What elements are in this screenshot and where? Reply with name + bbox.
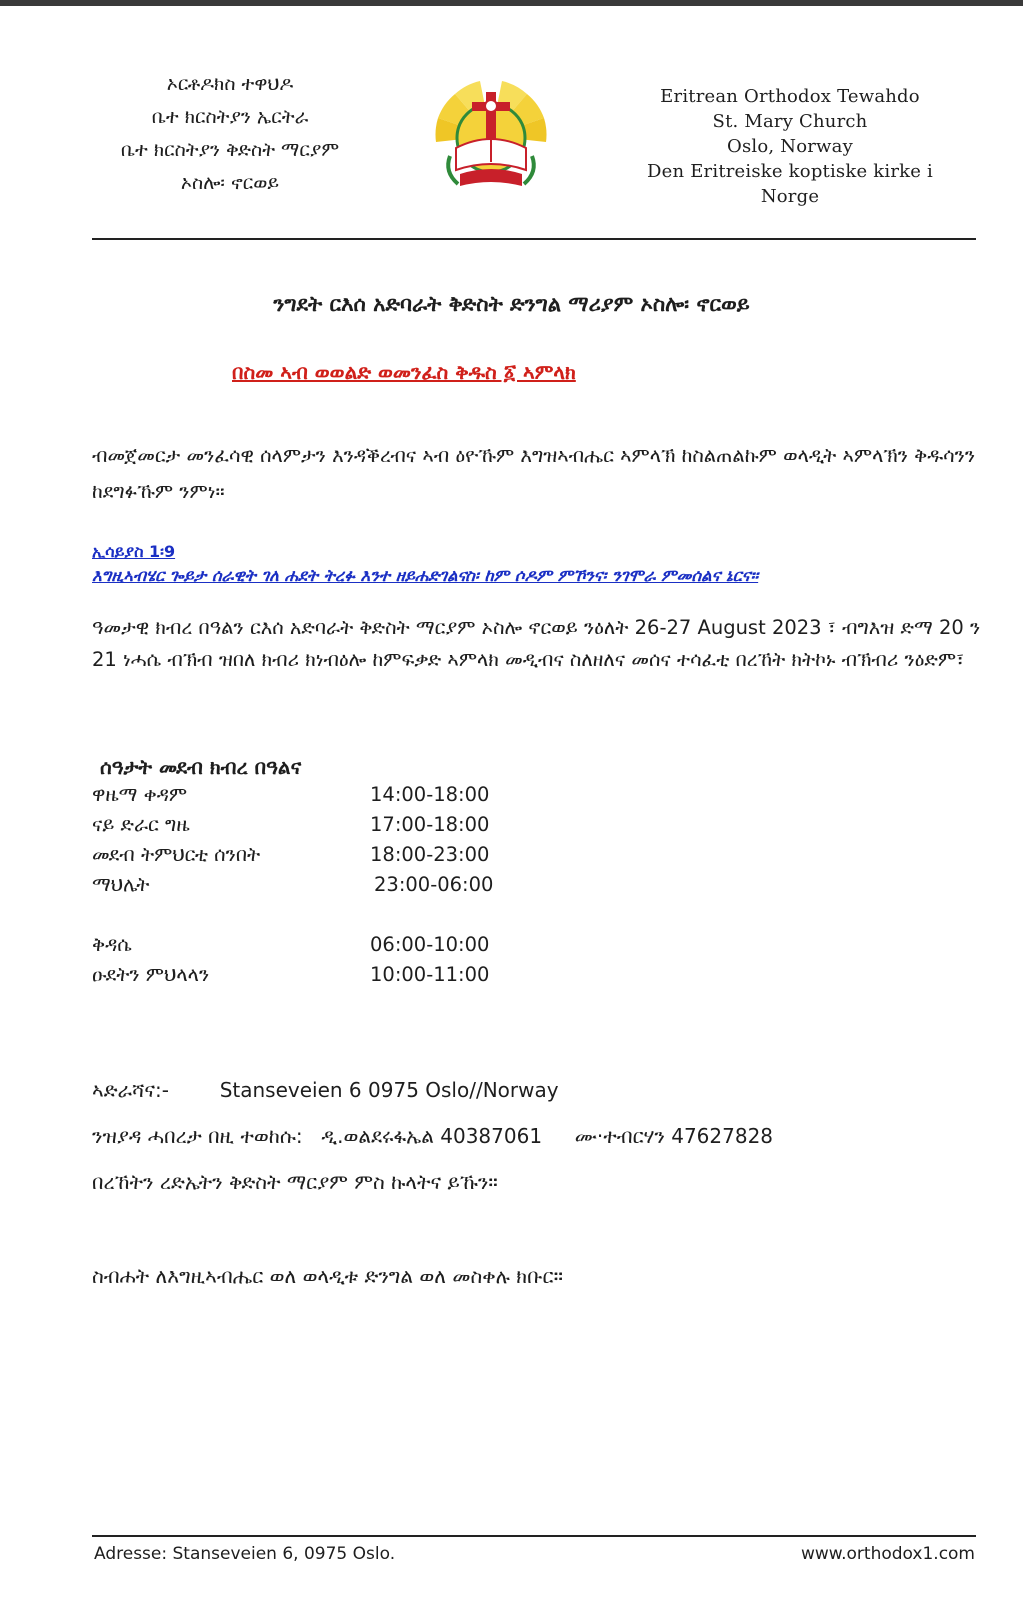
address-value: Stanseveien 6 0975 Oslo//Norway: [219, 1078, 559, 1102]
header-divider: [92, 238, 976, 240]
greeting-paragraph: ብመጀመርታ መንፈሳዊ ሰላምታን እንዳቕረብና ኣብ ዕዮኹም እግዝኣብሔር ኣምላኽ ከስልጠልኩም ወላዲት ኣምላኽን ቅዱሳንን ከደግፉኹም ንምነ።: [92, 444, 976, 503]
header-right-line: Den Eritreiske koptiske kirke i Norge: [647, 161, 933, 207]
footer-address: Adresse: Stanseveien 6, 0975 Oslo.: [94, 1544, 396, 1564]
address-label: ኣድራሻና:-: [92, 1078, 169, 1102]
schedule-time: 06:00-10:00: [370, 933, 490, 956]
schedule-label: ቅዳሴ: [92, 933, 132, 956]
schedule-title: ሰዓታት መደብ ክብረ በዓልና: [100, 755, 302, 779]
blessing-line: በረኸትን ረድኤትን ቅድስት ማርያም ምስ ኩላትና ይኹን።: [92, 1170, 498, 1194]
header-right-line: Eritrean Orthodox Tewahdo: [660, 86, 920, 107]
header-left-line: ኦስሎ፡ ኖርወይ: [180, 172, 280, 194]
schedule-row: [92, 873, 612, 903]
schedule-row: [92, 933, 612, 963]
verse-reference: ኢሳይያስ 1፡9: [92, 542, 176, 561]
schedule-label: መደብ ትምህርቲ ሰንበት: [92, 843, 261, 866]
schedule-time: 14:00-18:00: [370, 783, 490, 806]
church-name-tigrinya: [110, 68, 350, 200]
closing-line: ስብሐት ለእግዚኣብሔር ወለ ወላዲቱ ድንግል ወለ መስቀሉ ክቡር።: [92, 1264, 563, 1288]
schedule-row: [92, 783, 612, 813]
schedule-time: 23:00-06:00: [374, 873, 494, 896]
schedule-row: [92, 843, 612, 873]
schedule-label: ማህሌት: [92, 873, 150, 896]
document-title: ንግደት ርእሰ አድባራት ቅድስት ድንግል ማሪያም ኦስሎ፡ ኖርወይ: [273, 292, 750, 316]
invocation-subtitle: በስመ ኣብ ወወልድ ወመንፈስ ቅዱስ ፩ ኣምላክ: [232, 360, 576, 384]
footer-divider: [92, 1535, 976, 1537]
church-logo: [430, 78, 552, 194]
schedule-time: 10:00-11:00: [370, 963, 490, 986]
contact-label: ንዝያዳ ሓበረታ በዚ ተወከሱ:: [92, 1124, 303, 1148]
logo-banner: [460, 169, 522, 186]
header-right-line: Oslo, Norway: [727, 136, 853, 157]
header-right-line: St. Mary Church: [712, 111, 868, 132]
schedule-time: 17:00-18:00: [370, 813, 490, 836]
top-border: [0, 0, 1023, 6]
schedule-label: ናይ ድራር ግዜ: [92, 813, 190, 836]
header-left-line: ቤተ ክርስትያን ኤርትራ: [151, 106, 309, 128]
address-line: [92, 1078, 559, 1102]
schedule-label: ዋዜማ ቀዳም: [92, 783, 188, 806]
schedule-row: [92, 813, 612, 843]
schedule-label: ዑደትን ምህላላን: [92, 963, 210, 986]
header-left-line: ቤተ ክርስትያን ቅድስት ማርያም: [120, 139, 340, 161]
contact-person-2: ሙ·ተብርሃን 47627828: [574, 1124, 774, 1148]
header-left-line: ኦርቶዶክስ ተዋህዶ: [166, 73, 294, 95]
contact-person-1: ዲ.ወልደሩፋኤል 40387061: [321, 1124, 543, 1148]
church-name-english: [630, 84, 950, 209]
schedule-row: [92, 963, 612, 993]
announcement-paragraph: ዓመታዊ ክብረ በዓልን ርእሰ አድባራት ቅድስት ማርያም ኦስሎ ኖርወይ ንዕለት 26-27 August 2023 ፣ ብግእዝ ድማ 20 ን 21 ነሓሴ ብኽብ ዝበለ ክብሪ ክነብዕሎ ከምፍቃድ ኣምላክ መዲብና ስለዘለና መሰና ተሳፈቲ በረኸት ክትኮኑ ብኽብሪ ንዕድም፣: [92, 616, 981, 671]
verse-text: እግዚኣብሄር ጐይታ ሰራዊት ገለ ሐደት ትረፉ እንተ ዘይሐድገልናስ፡ ከም ሶዶም ምኾንና፡ ንገሞራ ምመሰልና ኔርና።: [92, 566, 759, 585]
contact-line: [92, 1124, 773, 1148]
footer-website[interactable]: www.orthodox1.com: [800, 1544, 975, 1564]
schedule-time: 18:00-23:00: [370, 843, 490, 866]
